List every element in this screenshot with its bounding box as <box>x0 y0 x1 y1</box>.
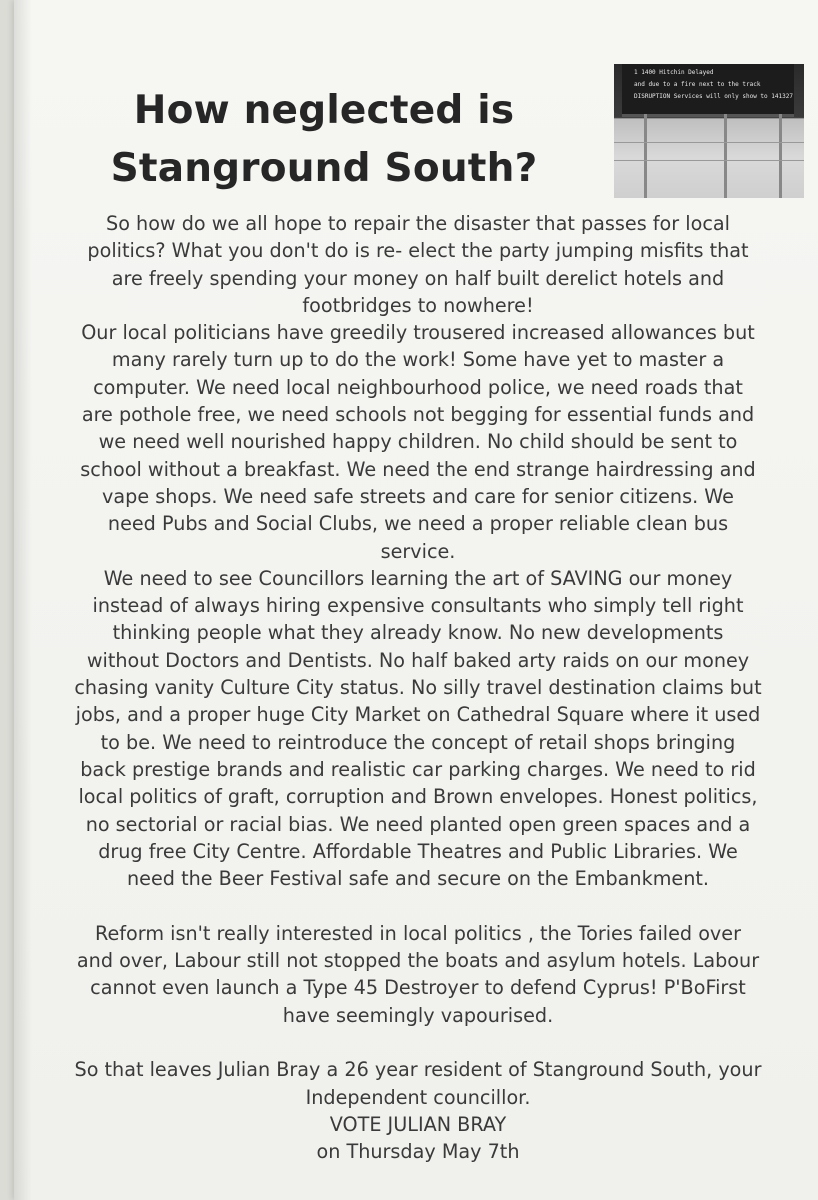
body-line: So that leaves Julian Bray a 26 year resident of Stanground South, your <box>74 1058 762 1082</box>
body-line: drug free City Centre. Affordable Theatres and Public Libraries. We <box>98 839 738 863</box>
body-line: school without a breakfast. We need the end strange hairdressing and <box>80 457 756 481</box>
body-line: on Thursday May 7th <box>316 1140 520 1164</box>
body-line: Independent councillor. <box>305 1085 531 1109</box>
body-line: back prestige brands and realistic car parking charges. We need to rid <box>80 757 756 781</box>
page-edge-shadow <box>14 0 32 1200</box>
body-line: We need to see Councillors learning the art of SAVING our money <box>103 566 733 590</box>
body-line: have seemingly vapourised. <box>282 1003 554 1027</box>
body-line: are pothole free, we need schools not begging for essential funds and <box>81 403 755 427</box>
body-line: need the Beer Festival safe and secure on the Embankment. <box>127 867 709 891</box>
body-line: politics? What you don't do is re- elect the party jumping misfits that <box>87 239 749 263</box>
leaflet-title <box>84 82 564 198</box>
body-line: to be. We need to reintroduce the concept of retail shops bringing <box>100 730 736 754</box>
paragraph-gap <box>36 892 800 919</box>
body-line: we need well nourished happy children. No child should be sent to <box>98 430 738 454</box>
station-pole <box>644 114 647 198</box>
body-line: local politics of graft, corruption and Brown envelopes. Honest politics, <box>78 785 758 809</box>
body-line: jobs, and a proper huge City Market on Cathedral Square where it used <box>75 703 761 727</box>
body-line: VOTE JULIAN BRAY <box>329 1112 507 1136</box>
paragraph-gap <box>36 1029 800 1056</box>
body-line: Reform isn't really interested in local politics , the Tories failed over <box>95 921 741 945</box>
departure-board <box>622 64 794 117</box>
overhead-wire <box>614 160 804 161</box>
board-line: and due to a fire next to the track <box>634 81 761 88</box>
body-line: So how do we all hope to repair the disaster that passes for local <box>106 212 730 235</box>
body-line: Our local politicians have greedily trousered increased allowances but <box>81 321 755 345</box>
body-line: many rarely turn up to do the work! Some have yet to master a <box>111 348 725 372</box>
body-line: are freely spending your money on half built derelict hotels and <box>111 266 725 290</box>
leaflet-page <box>14 0 818 1200</box>
body-line: and over, Labour still not stopped the boats and asylum hotels. Labour <box>76 949 760 973</box>
title-line-2: Stanground South? <box>110 146 538 191</box>
body-line: service. <box>380 539 456 563</box>
board-line: 1 1400 Hitchin Delayed <box>634 69 714 76</box>
body-line: computer. We need local neighbourhood police, we need roads that <box>93 375 743 399</box>
body-line: no sectorial or racial bias. We need planted open green spaces and a <box>85 812 751 836</box>
station-pole <box>779 114 782 198</box>
board-line: DISRUPTION Services will only show to 141327 <box>634 93 793 100</box>
body-line: footbridges to nowhere! <box>302 293 534 317</box>
leaflet-body <box>36 210 800 1165</box>
body-line: thinking people what they already know. No new developments <box>112 621 724 645</box>
station-pole <box>724 114 727 198</box>
body-line: chasing vanity Culture City status. No silly travel destination claims but <box>74 676 762 700</box>
body-line: vape shops. We need safe streets and care for senior citizens. We <box>102 484 734 508</box>
overhead-wire <box>614 142 804 143</box>
body-line: without Doctors and Dentists. No half baked arty raids on our money <box>86 648 750 672</box>
title-line-1: How neglected is <box>133 88 515 133</box>
body-line: cannot even launch a Type 45 Destroyer to defend Cyprus! P'BoFirst <box>90 976 746 1000</box>
departure-board-photo <box>614 64 804 198</box>
body-line: instead of always hiring expensive consultants who simply tell right <box>92 594 744 618</box>
body-line: need Pubs and Social Clubs, we need a proper reliable clean bus <box>107 512 729 536</box>
